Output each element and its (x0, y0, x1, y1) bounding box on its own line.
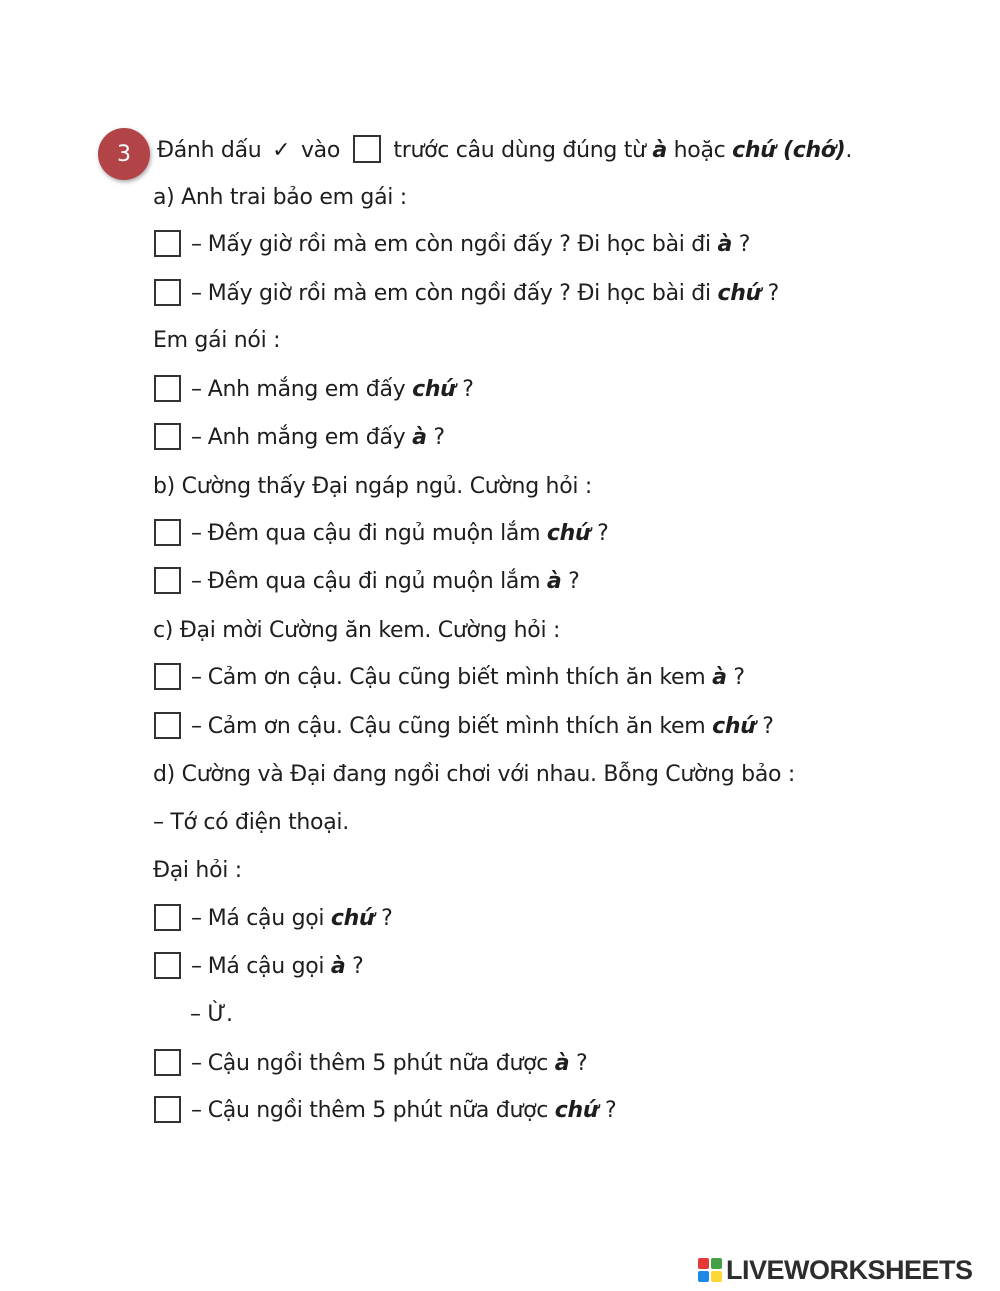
reply-line: – Ừ. (190, 1002, 233, 1027)
option-keyword: chứ (546, 521, 591, 546)
checkbox-d2[interactable] (154, 952, 181, 979)
section-c-heading: c) Đại mời Cường ăn kem. Cường hỏi : (153, 618, 561, 643)
section-a-heading: a) Anh trai bảo em gái : (153, 185, 407, 210)
section-b-heading: b) Cường thấy Đại ngáp ngủ. Cường hỏi : (153, 474, 592, 499)
instruction-line (157, 135, 852, 166)
section-a-subheading: Em gái nói : (153, 328, 281, 353)
checkbox-b1[interactable] (154, 519, 181, 546)
dash: – (191, 906, 202, 931)
option-keyword: à (717, 232, 733, 257)
checkbox-a3[interactable] (154, 375, 181, 402)
keyword-chu: chứ (chớ) (732, 138, 846, 163)
checkbox-c2[interactable] (154, 712, 181, 739)
dash: – (191, 954, 202, 979)
option-keyword: à (546, 569, 562, 594)
option-d2 (154, 952, 364, 982)
option-b2 (154, 567, 580, 597)
option-a3 (154, 375, 474, 405)
checkbox-a2[interactable] (154, 279, 181, 306)
dash: – (191, 521, 202, 546)
option-text: Mấy giờ rồi mà em còn ngồi đấy ? Đi học bài đi (207, 281, 711, 306)
dash: – (191, 425, 202, 450)
option-end: ? (345, 954, 364, 979)
option-end: ? (726, 665, 745, 690)
option-text: Mấy giờ rồi mà em còn ngồi đấy ? Đi học bài đi (207, 232, 711, 257)
option-end: ? (569, 1051, 588, 1076)
checkbox-a4[interactable] (154, 423, 181, 450)
instruction-text-1: Đánh dấu (157, 138, 262, 163)
instruction-text-4: hoặc (673, 138, 726, 163)
option-text: Cậu ngồi thêm 5 phút nữa được (207, 1098, 549, 1123)
option-keyword: chứ (412, 377, 456, 402)
option-keyword: chứ (330, 906, 375, 931)
keyword-a: à (652, 138, 667, 163)
checkbox-b2[interactable] (154, 567, 181, 594)
option-text: Anh mắng em đấy (207, 425, 406, 450)
option-text: Đêm qua cậu đi ngủ muộn lắm (207, 521, 541, 546)
dash: – (191, 665, 202, 690)
option-end: ? (598, 1098, 617, 1123)
dash: – (191, 714, 202, 739)
option-end: ? (590, 521, 609, 546)
dash: – (191, 281, 202, 306)
instruction-text-2: vào (300, 138, 341, 163)
option-text: Má cậu gọi (207, 906, 325, 931)
option-b1 (154, 519, 608, 549)
option-a4 (154, 423, 445, 453)
dash: – (191, 569, 202, 594)
dialogue-line: – Tớ có điện thoại. (153, 810, 349, 835)
option-text: Má cậu gọi (207, 954, 325, 979)
option-end: ? (755, 714, 774, 739)
option-c2 (154, 712, 774, 742)
logo-block (698, 1258, 709, 1269)
option-d1 (154, 904, 392, 934)
option-a1 (154, 230, 750, 260)
checkbox-d3[interactable] (154, 1049, 181, 1076)
option-end: ? (760, 281, 780, 306)
logo-blocks-icon (698, 1258, 722, 1282)
section-d-subheading: Đại hỏi : (153, 858, 242, 883)
option-keyword: à (330, 954, 346, 979)
option-a2 (154, 279, 779, 309)
option-keyword: chứ (712, 714, 756, 739)
option-keyword: chứ (554, 1098, 599, 1123)
dash: – (191, 377, 202, 402)
option-keyword: à (412, 425, 427, 450)
logo-block (711, 1271, 722, 1282)
dash: – (191, 1098, 202, 1123)
option-end: ? (455, 377, 474, 402)
option-keyword: chứ (717, 281, 761, 306)
logo-block (698, 1271, 709, 1282)
exercise-number-badge: 3 (98, 128, 150, 180)
logo-block (711, 1258, 722, 1269)
instruction-text-3: trước câu dùng đúng từ (393, 138, 646, 163)
option-text: Đêm qua cậu đi ngủ muộn lắm (207, 569, 541, 594)
dash: – (191, 1051, 202, 1076)
option-end: ? (426, 425, 445, 450)
checkbox-c1[interactable] (154, 663, 181, 690)
empty-box-icon (353, 135, 381, 163)
logo-text: LIVEWORKSHEETS (726, 1254, 973, 1285)
checkbox-a1[interactable] (154, 230, 181, 257)
option-c1 (154, 663, 745, 693)
option-text: Cậu ngồi thêm 5 phút nữa được (207, 1051, 549, 1076)
option-end: ? (374, 906, 393, 931)
option-keyword: à (712, 665, 727, 690)
instruction-end: . (845, 138, 853, 163)
option-d4 (154, 1096, 616, 1126)
checkbox-d4[interactable] (154, 1096, 181, 1123)
option-d3 (154, 1049, 587, 1079)
dash: – (191, 232, 202, 257)
option-text: Cảm ơn cậu. Cậu cũng biết mình thích ăn kem (207, 714, 706, 739)
option-keyword: à (554, 1051, 570, 1076)
liveworksheets-logo (698, 1253, 973, 1287)
section-d-heading: d) Cường và Đại đang ngồi chơi với nhau. Bỗng Cường bảo : (153, 762, 795, 787)
option-end: ? (732, 232, 751, 257)
option-end: ? (561, 569, 580, 594)
checkmark-icon: ✓ (272, 138, 291, 163)
checkbox-d1[interactable] (154, 904, 181, 931)
option-text: Anh mắng em đấy (207, 377, 406, 402)
option-text: Cảm ơn cậu. Cậu cũng biết mình thích ăn kem (207, 665, 706, 690)
